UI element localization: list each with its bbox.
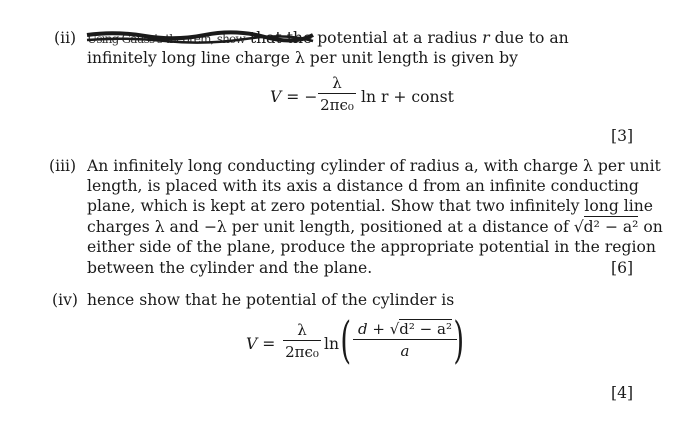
part-iv-line1: hence show that he potential of the cylinder is bbox=[87, 291, 455, 309]
eq-iv-numerator: λ bbox=[297, 321, 307, 339]
part-iii-marks: [6] bbox=[611, 259, 634, 277]
part-iv-label: (iv) bbox=[52, 291, 78, 309]
part-iii-line-1: An infinitely long conducting cylinder of radius a, with charge λ per unit bbox=[87, 157, 661, 175]
part-iii-line-4: charges λ and −λ per unit length, positioned at a distance of √d² − a² on bbox=[87, 218, 663, 236]
eq-iv-inner-denominator: a bbox=[400, 342, 410, 360]
left-paren-icon: ( bbox=[340, 311, 352, 369]
eq-iv-lhs: V = bbox=[246, 335, 276, 353]
scribble-strike-icon bbox=[85, 29, 315, 47]
part-ii-marks: [3] bbox=[611, 127, 634, 145]
part-iii-line-6: between the cylinder and the plane. bbox=[87, 259, 373, 277]
eq-iv-denominator: 2πϵ₀ bbox=[285, 343, 319, 361]
part-iii-line-5: either side of the plane, produce the appropriate potential in the region bbox=[87, 238, 656, 256]
part-iii-line-2: length, is placed with its axis a distance d from an infinite conducting bbox=[87, 177, 639, 195]
eq-ii-denominator: 2πϵ₀ bbox=[320, 96, 354, 114]
eq-iv-inner-numerator: d + √d² − a² bbox=[358, 320, 452, 338]
eq-iv-inner-fraction bbox=[353, 319, 457, 360]
eq-ii-rhs: ln r + const bbox=[361, 88, 454, 106]
eq-ii-fraction bbox=[318, 74, 356, 114]
part-iii-line-3: plane, which is kept at zero potential. Show that two infinitely long line bbox=[87, 197, 654, 215]
eq-ii-lhs: V = − bbox=[270, 88, 318, 106]
part-ii-line2: infinitely long line charge λ per unit length is given by bbox=[87, 49, 518, 67]
part-ii-line1: Using Gauss's theorem, show that the potential at a radius r due to an bbox=[87, 29, 569, 47]
struck-out-text: Using Gauss's theorem, show bbox=[87, 28, 245, 49]
part-iii-label: (iii) bbox=[49, 157, 77, 175]
eq-iv-ln: ln bbox=[324, 335, 340, 353]
sqrt-expression: √d² − a² bbox=[573, 218, 639, 236]
part-iv-marks: [4] bbox=[611, 384, 634, 402]
eq-iv-fraction bbox=[283, 321, 321, 361]
eq-ii-numerator: λ bbox=[332, 74, 342, 92]
right-paren-icon: ) bbox=[453, 311, 465, 369]
part-ii-label: (ii) bbox=[54, 29, 77, 47]
